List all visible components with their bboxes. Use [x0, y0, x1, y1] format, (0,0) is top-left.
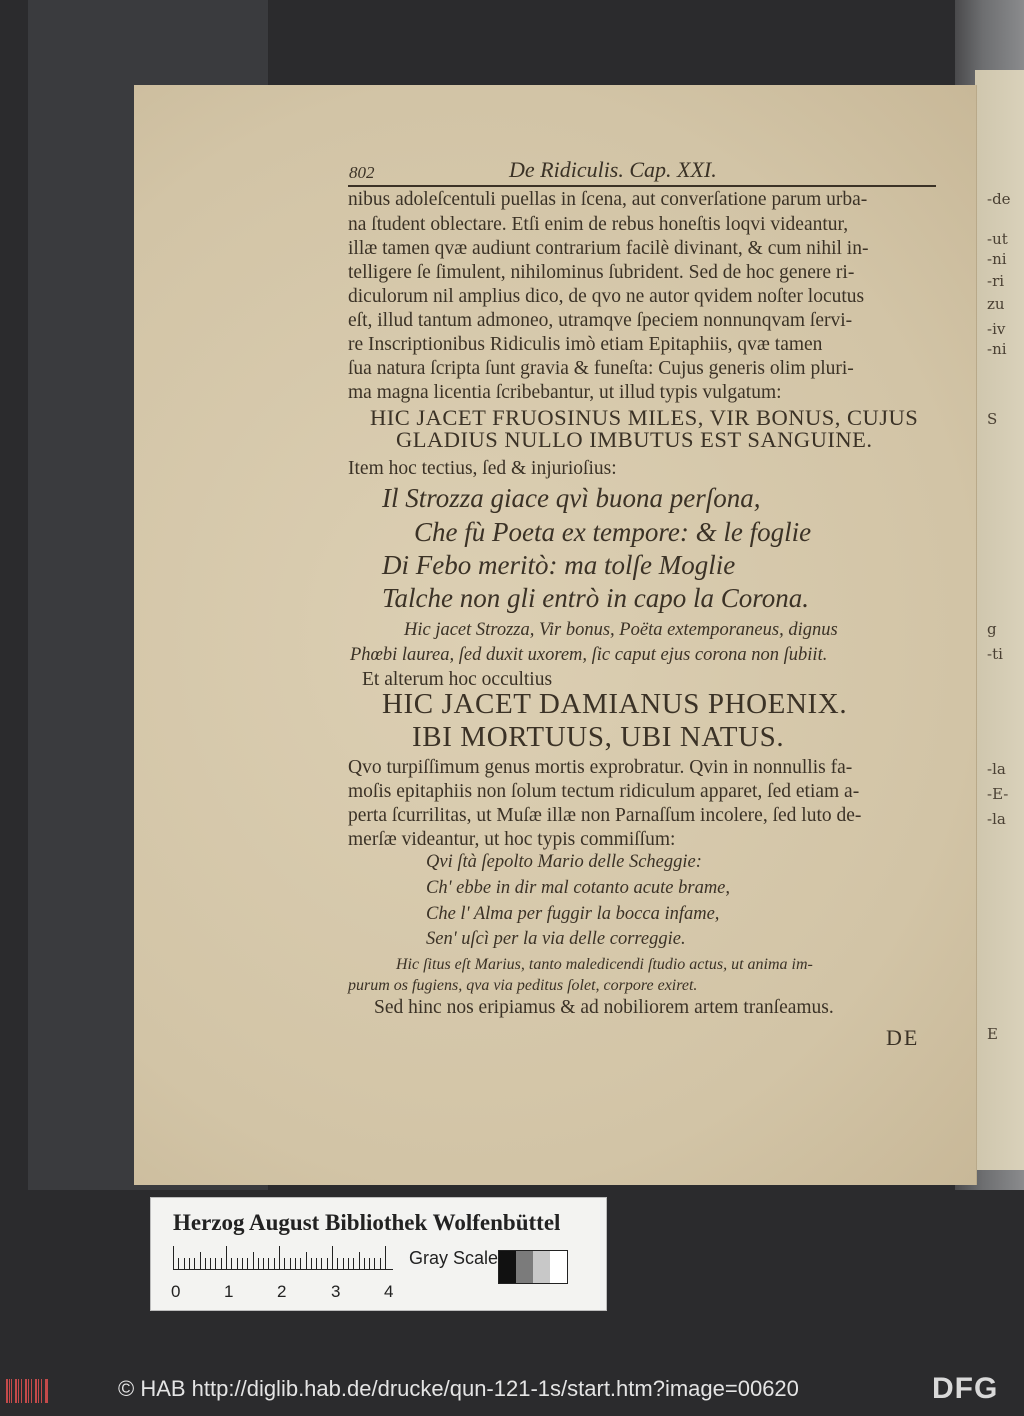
ruler-number: 3 — [331, 1282, 341, 1301]
ruler-tick — [210, 1258, 211, 1270]
ruler-tick — [242, 1258, 243, 1270]
source-url[interactable]: © HAB http://diglib.hab.de/drucke/qun-121-1s/start.htm?image=00620 — [118, 1376, 799, 1401]
ruler-tick — [327, 1258, 328, 1270]
poem-line: Qvi ſtà ſepolto Mario delle Scheggie: — [426, 852, 702, 872]
gray-swatch — [550, 1251, 567, 1283]
header-rule — [348, 185, 936, 187]
ruler-tick — [369, 1258, 370, 1270]
book-page — [134, 85, 976, 1185]
ruler-tick — [205, 1258, 206, 1270]
ruler-tick — [295, 1258, 296, 1270]
adjacent-page-text: -iv — [987, 320, 1006, 338]
adjacent-page-edge — [975, 70, 1024, 1170]
body-line: diculorum nil amplius dico, de qvo ne autor qvidem noſter locutus — [348, 286, 865, 307]
latin-translation: Phœbi laurea, ſed duxit uxorem, ſic caput ejus corona non ſubiit. — [350, 645, 828, 665]
ruler-tick — [178, 1258, 179, 1270]
barcode-bar — [18, 1379, 19, 1403]
epitaph-line: HIC JACET FRUOSINUS MILES, VIR BONUS, CUJUS — [370, 405, 919, 430]
barcode-bar — [6, 1379, 8, 1403]
ruler-tick — [316, 1258, 317, 1270]
ruler-tick — [247, 1258, 248, 1270]
barcode-bar — [9, 1379, 10, 1403]
ruler-tick — [353, 1258, 354, 1270]
ruler-tick — [215, 1258, 216, 1270]
gray-scale-label: Gray Scale — [409, 1248, 499, 1268]
ruler-tick — [348, 1258, 349, 1270]
ruler-number: 2 — [277, 1282, 287, 1301]
barcode-bar — [47, 1379, 48, 1403]
body-line: telligere ſe ſimulent, nihilominus ſubrident. Sed de hoc genere ri- — [348, 262, 855, 283]
ruler-tick — [231, 1258, 232, 1270]
gray-swatch — [499, 1251, 516, 1283]
gray-swatch — [516, 1251, 533, 1283]
adjacent-page-text: zu — [987, 295, 1005, 313]
body-line: moſis epitaphiis non ſolum tectum ridiculum apparet, ſed etiam a- — [348, 781, 860, 802]
ruler-tick — [253, 1252, 254, 1270]
ruler-tick — [343, 1258, 344, 1270]
ruler-tick — [284, 1258, 285, 1270]
barcode-icon — [6, 1379, 50, 1403]
ruler-number: 1 — [224, 1282, 234, 1301]
ruler-tick — [194, 1258, 195, 1270]
body-line: re Inscriptionibus Ridiculis imò etiam Epitaphiis, qvæ tamen — [348, 334, 823, 355]
ruler-tick — [274, 1258, 275, 1270]
adjacent-page-text: -ti — [987, 645, 1003, 663]
body-line: na ſtudent oblectare. Etſi enim de rebus honeſtis loqvi videantur, — [348, 214, 849, 235]
adjacent-page-text: S — [987, 410, 998, 428]
ruler-tick — [237, 1258, 238, 1270]
adjacent-page-text: -ri — [987, 272, 1005, 290]
ruler-tick — [173, 1246, 174, 1270]
barcode-bar — [31, 1379, 32, 1403]
barcode-bar — [28, 1379, 29, 1403]
body-line: perta ſcurrilitas, ut Muſæ illæ non Parnaſſum incolere, ſed luto de- — [348, 805, 862, 826]
poem-line: Che l' Alma per fuggir la bocca infame, — [426, 904, 720, 924]
ruler-tick — [306, 1252, 307, 1270]
gray-scale-swatch — [498, 1250, 568, 1284]
ruler-tick — [263, 1258, 264, 1270]
alterum-line: Et alterum hoc occultius — [362, 669, 553, 690]
body-line: merſæ videantur, ut hoc typis commiſſum: — [348, 829, 676, 850]
epitaph-line: HIC JACET DAMIANUS PHOENIX. — [382, 688, 848, 720]
barcode-bar — [41, 1379, 42, 1403]
barcode-bar — [38, 1379, 39, 1403]
body-line: eſt, illud tantum admoneo, utramqve ſpeciem nonnunqvam ſervi- — [348, 310, 853, 331]
poem-line: Il Strozza giace qvì buona perſona, — [382, 483, 761, 513]
barcode-bar — [35, 1379, 37, 1403]
ruler-tick — [321, 1258, 322, 1270]
adjacent-page-text: -la — [987, 760, 1006, 778]
barcode-bar — [11, 1379, 12, 1403]
ruler-tick — [290, 1258, 291, 1270]
ruler-tick — [300, 1258, 301, 1270]
ruler-tick — [200, 1252, 201, 1270]
library-title: Herzog August Bibliothek Wolfenbüttel — [173, 1210, 561, 1235]
ruler-tick — [337, 1258, 338, 1270]
adjacent-page-text: -ni — [987, 250, 1007, 268]
ruler-tick — [221, 1258, 222, 1270]
closing-line: Sed hinc nos eripiamus & ad nobiliorem artem tranſeamus. — [374, 997, 834, 1018]
adjacent-page-text: -ut — [987, 230, 1008, 248]
adjacent-page-text: -la — [987, 810, 1006, 828]
adjacent-page-text: E — [987, 1025, 998, 1043]
adjacent-page-text: -ni — [987, 340, 1007, 358]
adjacent-page-text: g — [987, 620, 997, 638]
ruler-tick — [374, 1258, 375, 1270]
gray-swatch — [533, 1251, 550, 1283]
catchword: DE — [886, 1025, 920, 1050]
poem-line: Sen' uſcì per la via delle correggie. — [426, 929, 686, 949]
latin-translation: Hic ſitus eſt Marius, tanto maledicendi ſtudio actus, ut anima im- — [396, 956, 813, 973]
ruler-tick — [359, 1252, 360, 1270]
scale-ruler — [173, 1244, 393, 1270]
ruler-tick — [268, 1258, 269, 1270]
poem-line: Ch' ebbe in dir mal cotanto acute brame, — [426, 878, 731, 898]
latin-translation: purum os fugiens, qva via peditus ſolet, corpore exiret. — [348, 977, 698, 994]
ruler-number: 4 — [384, 1282, 394, 1301]
barcode-bar — [25, 1379, 27, 1403]
page-number: 802 — [349, 163, 375, 182]
adjacent-page-text: -de — [987, 190, 1011, 208]
body-line: ma magna licentia ſcribebantur, ut illud typis vulgatum: — [348, 382, 782, 403]
epitaph-line: GLADIUS NULLO IMBUTUS EST SANGUINE. — [396, 427, 873, 452]
dfg-logo: DFG — [932, 1372, 999, 1405]
ruler-tick — [380, 1258, 381, 1270]
poem-line: Talche non gli entrò in capo la Corona. — [382, 583, 810, 613]
ruler-tick — [332, 1246, 333, 1270]
barcode-bar — [15, 1379, 17, 1403]
body-line: Qvo turpiſſimum genus mortis exprobratur. Qvin in nonnullis fa- — [348, 757, 853, 778]
ruler-tick — [189, 1258, 190, 1270]
adjacent-page-text: -E- — [987, 785, 1009, 803]
ruler-tick — [385, 1246, 386, 1270]
barcode-bar — [21, 1379, 22, 1403]
running-title: De Ridiculis. Cap. XXI. — [509, 157, 717, 182]
ruler-number: 0 — [171, 1282, 181, 1301]
poem-line: Di Febo meritò: ma tolſe Moglie — [382, 550, 736, 580]
ruler-tick — [184, 1258, 185, 1270]
reference-card — [150, 1197, 607, 1311]
item-line: Item hoc tectius, ſed & injurioſius: — [348, 458, 617, 479]
ruler-tick — [226, 1246, 227, 1270]
epitaph-line: IBI MORTUUS, UBI NATUS. — [412, 721, 785, 753]
ruler-tick — [311, 1258, 312, 1270]
body-line: illæ tamen qvæ audiunt contrarium facilè divinant, & cum nihil in- — [348, 238, 869, 259]
ruler-tick — [364, 1258, 365, 1270]
ruler-tick — [258, 1258, 259, 1270]
body-line: ſua natura ſcripta ſunt gravia & funeſta: Cujus generis olim pluri- — [348, 358, 854, 379]
poem-line: Che fù Poeta ex tempore: & le foglie — [414, 517, 812, 547]
body-line: nibus adoleſcentuli puellas in ſcena, aut converſatione parum urba- — [348, 189, 868, 210]
ruler-tick — [279, 1246, 280, 1270]
latin-translation: Hic jacet Strozza, Vir bonus, Poëta extemporaneus, dignus — [404, 620, 838, 640]
